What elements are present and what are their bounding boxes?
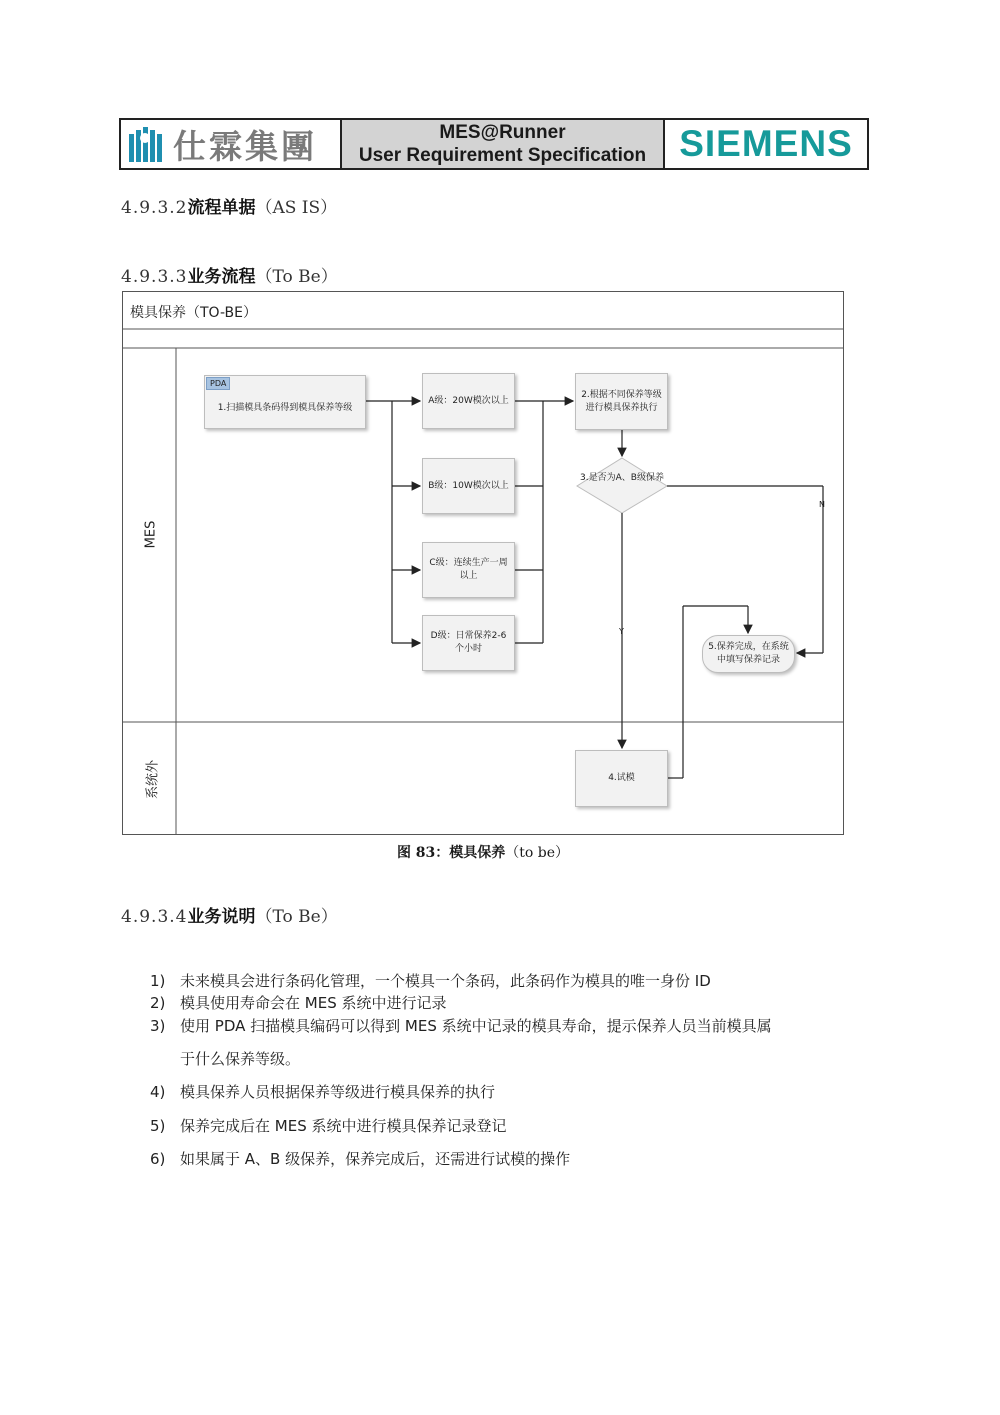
lane-label-mes: MES (143, 520, 159, 549)
company-logo-icon (127, 124, 165, 164)
list-item: 3) 使用 PDA 扫描模具编码可以得到 MES 系统中记录的模具寿命，提示保养人员当前模具属 (150, 1017, 772, 1035)
siemens-brand: SIEMENS (679, 123, 853, 164)
document-title (342, 120, 665, 168)
node-step4: 4.试模 (575, 750, 668, 807)
node-step2: 2.根据不同保养等级进行模具保养执行 (575, 373, 668, 430)
list-item: 4) 模具保养人员根据保养等级进行模具保养的执行 (150, 1083, 496, 1101)
list-item: 5) 保养完成后在 MES 系统中进行模具保养记录登记 (150, 1117, 507, 1135)
process-diagram (122, 291, 844, 835)
list-item-continuation: 于什么保养等级。 (180, 1050, 301, 1068)
edge-label-y: Y (619, 627, 624, 636)
node-level-b: B级：10W模次以上 (422, 458, 515, 514)
logo-text: 仕霖集團 (173, 126, 317, 166)
edge-label-n: N (819, 500, 825, 509)
list-item: 2) 模具使用寿命会在 MES 系统中进行记录 (150, 994, 447, 1012)
node-level-a: A级：20W模次以上 (422, 373, 515, 429)
document-title-line2: User Requirement Specification (358, 145, 647, 166)
lane-label-external: 系统外 (145, 760, 161, 800)
node-step5: 5.保养完成，在系统中填写保养记录 (702, 635, 795, 673)
heading-4-9-3-4: 4.9.3.4业务说明（To Be） (121, 907, 338, 927)
node-step1: PDA 1.扫描模具条码得到模具保养等级 (204, 375, 366, 429)
list-item: 6) 如果属于 A、B 级保养，保养完成后，还需进行试模的操作 (150, 1150, 571, 1168)
list-item: 1) 未来模具会进行条码化管理，一个模具一个条码，此条码作为模具的唯一身份 ID (150, 972, 711, 990)
pool-title: 模具保养（TO-BE） (130, 305, 257, 321)
figure-caption: 图 83：模具保养（to be） (396, 845, 570, 861)
heading-4-9-3-3: 4.9.3.3业务流程（To Be） (121, 267, 338, 287)
node-step3: 3.是否为A、B级保养 (580, 473, 664, 483)
company-logo (121, 120, 342, 168)
pda-tag: PDA (206, 377, 230, 390)
node-level-c: C级：连续生产一周以上 (422, 542, 515, 598)
document-title-line1: MES@Runner (439, 122, 566, 143)
header-banner (119, 118, 869, 170)
heading-4-9-3-2: 4.9.3.2流程单据（AS IS） (121, 198, 338, 218)
node-level-d: D级：日常保养2-6个小时 (422, 615, 515, 671)
